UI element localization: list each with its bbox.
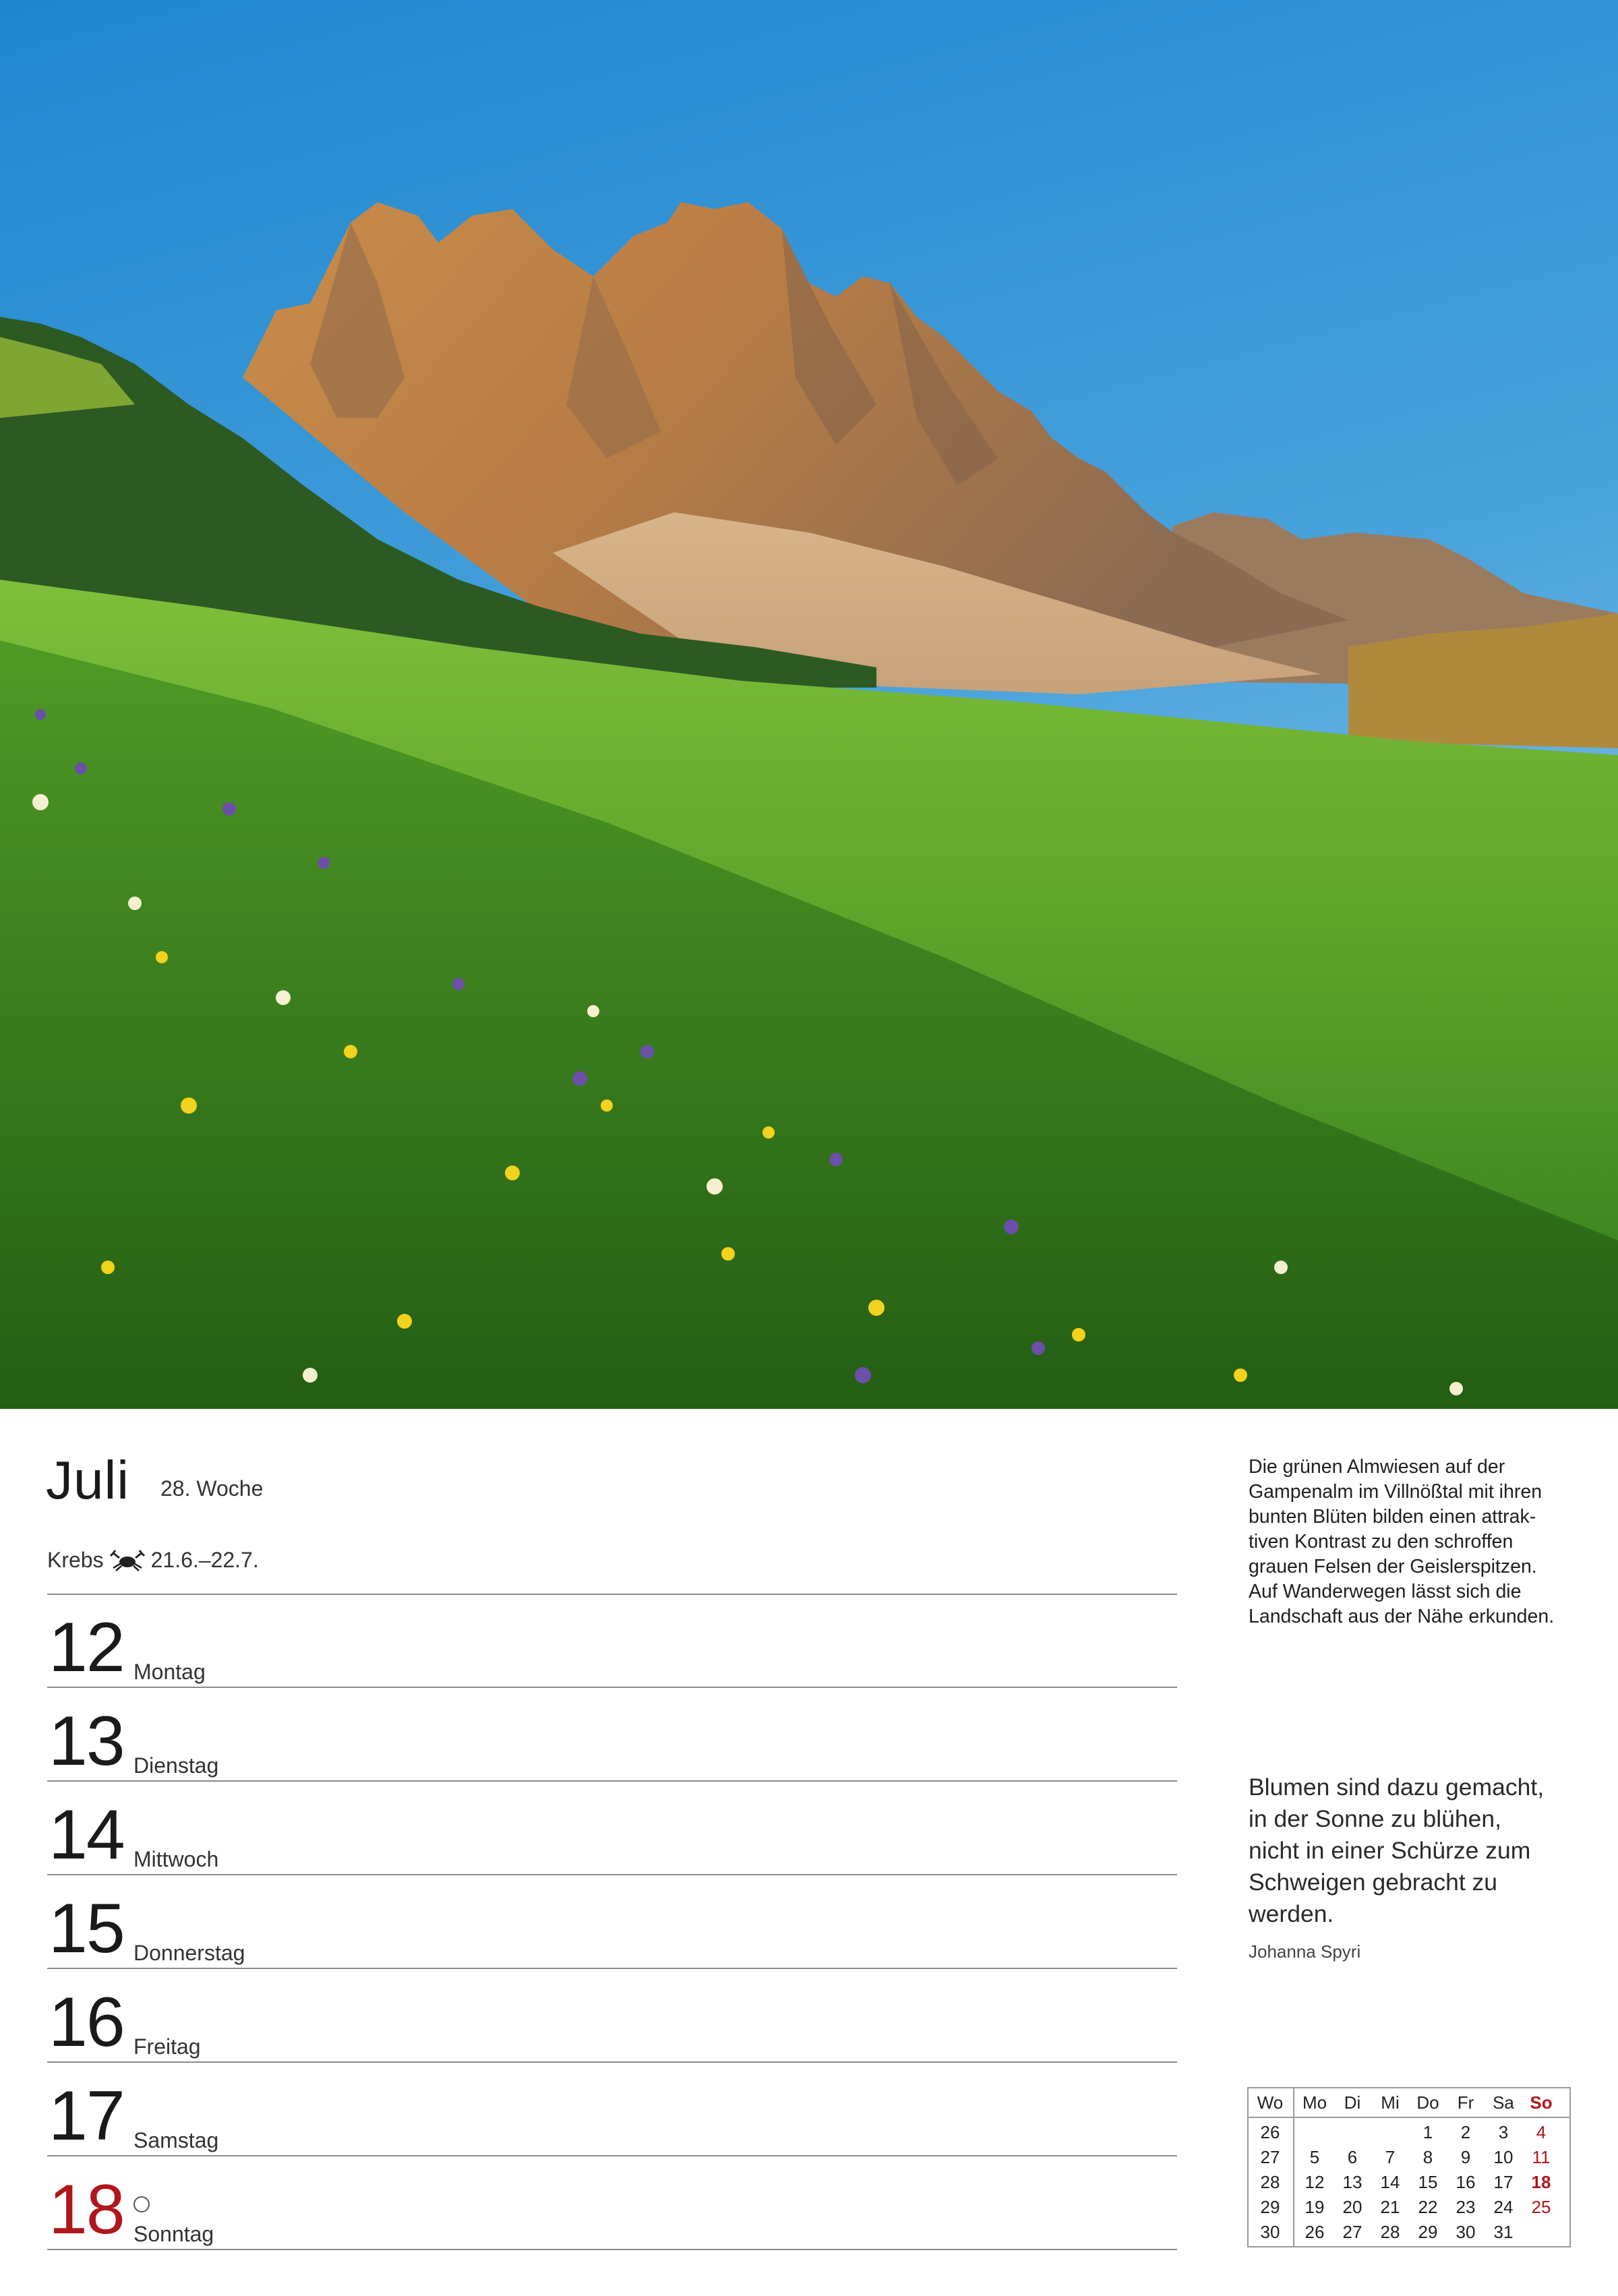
day-number: 13 — [49, 1702, 124, 1780]
mini-calendar-day: 14 — [1380, 2172, 1400, 2192]
mini-calendar-day: 25 — [1531, 2197, 1551, 2217]
day-row-friday[interactable] — [47, 1968, 1177, 2061]
mini-calendar-day: 17 — [1493, 2172, 1514, 2192]
description-line: tiven Kontrast zu den schroffen — [1249, 1531, 1514, 1552]
month-title: Juli — [46, 1450, 130, 1510]
quote-line: Schweigen gebracht zu — [1249, 1869, 1498, 1896]
mini-calendar-header: Fr — [1457, 2092, 1474, 2113]
mini-calendar-day: 7 — [1385, 2147, 1396, 2167]
quote-line: werden. — [1249, 1900, 1334, 1927]
mini-calendar-day: 19 — [1305, 2197, 1325, 2217]
day-name: Montag — [133, 1660, 206, 1684]
mini-calendar-header: Di — [1344, 2092, 1361, 2113]
quote-line: Blumen sind dazu gemacht, — [1249, 1774, 1545, 1801]
day-name: Freitag — [133, 2034, 201, 2059]
day-divider — [47, 2249, 1177, 2250]
mini-calendar-day: 24 — [1493, 2197, 1514, 2217]
mini-calendar-header: Do — [1416, 2092, 1439, 2113]
week-number: 28. Woche — [160, 1476, 264, 1501]
day-name: Donnerstag — [133, 1941, 245, 1965]
mini-calendar-week-number: 29 — [1260, 2197, 1280, 2217]
mini-calendar-day: 8 — [1422, 2147, 1433, 2167]
mini-calendar-week-number: 26 — [1260, 2122, 1280, 2142]
day-number: 14 — [49, 1796, 124, 1874]
mini-calendar-header: Wo — [1257, 2092, 1284, 2113]
mini-calendar-day: 10 — [1493, 2147, 1514, 2167]
mini-calendar-day: 13 — [1342, 2172, 1362, 2192]
mini-calendar-day: 26 — [1305, 2222, 1325, 2242]
description-line: Landschaft aus der Nähe erkunden. — [1249, 1606, 1555, 1627]
mini-calendar-day: 20 — [1342, 2197, 1362, 2217]
mini-calendar-day: 9 — [1460, 2147, 1471, 2167]
mini-calendar — [1247, 2087, 1571, 2247]
description-line: Auf Wanderwegen lässt sich die — [1249, 1581, 1522, 1602]
mini-calendar-day: 6 — [1347, 2147, 1358, 2167]
day-row-wednesday[interactable] — [47, 1781, 1177, 1874]
mini-calendar-week-number: 28 — [1260, 2172, 1280, 2192]
mini-calendar-day: 1 — [1422, 2122, 1433, 2142]
day-number: 16 — [49, 1983, 124, 2061]
day-name: Sonntag — [133, 2222, 214, 2246]
day-row-monday[interactable] — [47, 1594, 1177, 1687]
mini-calendar-header: So — [1530, 2092, 1553, 2113]
mini-calendar-day: 11 — [1532, 2147, 1551, 2167]
day-row-thursday[interactable] — [47, 1875, 1177, 1968]
description-line: grauen Felsen der Geislerspitzen. — [1249, 1556, 1537, 1577]
mini-calendar-day: 16 — [1456, 2172, 1476, 2192]
mini-calendar-day: 12 — [1305, 2172, 1325, 2192]
mini-calendar-header: Mi — [1381, 2092, 1400, 2113]
day-row-sunday[interactable] — [47, 2156, 1177, 2249]
day-name: Mittwoch — [133, 1847, 219, 1871]
mini-calendar-header: Sa — [1493, 2092, 1514, 2113]
mini-calendar-day: 4 — [1536, 2122, 1547, 2142]
day-row-saturday[interactable] — [47, 2062, 1177, 2155]
zodiac-info — [47, 1548, 259, 1573]
day-number: 12 — [49, 1608, 124, 1687]
mini-calendar-day: 15 — [1418, 2172, 1438, 2192]
mini-calendar-day: 3 — [1498, 2122, 1509, 2142]
mini-calendar-day: 23 — [1456, 2197, 1476, 2217]
mini-calendar-day: 30 — [1456, 2222, 1476, 2242]
mini-calendar-day: 21 — [1380, 2197, 1400, 2217]
mini-calendar-day: 5 — [1309, 2147, 1320, 2167]
mini-calendar-day: 2 — [1460, 2122, 1471, 2142]
description-line: bunten Blüten bilden einen attrak- — [1249, 1506, 1536, 1528]
day-number: 18 — [49, 2171, 124, 2249]
day-number: 17 — [49, 2077, 124, 2155]
quote-line: nicht in einer Schürze zum — [1249, 1837, 1531, 1864]
day-name: Dienstag — [133, 1753, 219, 1778]
mini-calendar-header: Mo — [1302, 2092, 1327, 2113]
description-line: Die grünen Almwiesen auf der — [1249, 1456, 1505, 1478]
quote — [1249, 1772, 1586, 1930]
day-row-tuesday[interactable] — [47, 1687, 1177, 1780]
zodiac-range: 21.6.–22.7. — [150, 1548, 259, 1572]
day-number: 15 — [49, 1890, 124, 1968]
photo-description — [1249, 1455, 1586, 1629]
day-name: Samstag — [133, 2128, 219, 2152]
mini-calendar-day: 31 — [1493, 2222, 1514, 2242]
mini-calendar-day: 28 — [1380, 2222, 1400, 2242]
mini-calendar-day: 29 — [1418, 2222, 1438, 2242]
description-line: Gampenalm im Villnößtal mit ihren — [1249, 1481, 1542, 1503]
mini-calendar-week-number: 27 — [1260, 2147, 1280, 2167]
crab-icon — [109, 1549, 146, 1572]
quote-line: in der Sonne zu blühen, — [1249, 1805, 1502, 1832]
zodiac-sign: Krebs — [47, 1548, 104, 1572]
mini-calendar-day: 22 — [1418, 2197, 1438, 2217]
mini-calendar-header-divider — [1249, 2117, 1569, 2118]
mini-calendar-day: 27 — [1342, 2222, 1362, 2242]
mini-calendar-week-number: 30 — [1260, 2222, 1280, 2242]
mini-calendar-day: 18 — [1531, 2172, 1551, 2192]
new-moon-icon — [133, 2196, 150, 2212]
quote-author: Johanna Spyri — [1249, 1941, 1361, 1962]
